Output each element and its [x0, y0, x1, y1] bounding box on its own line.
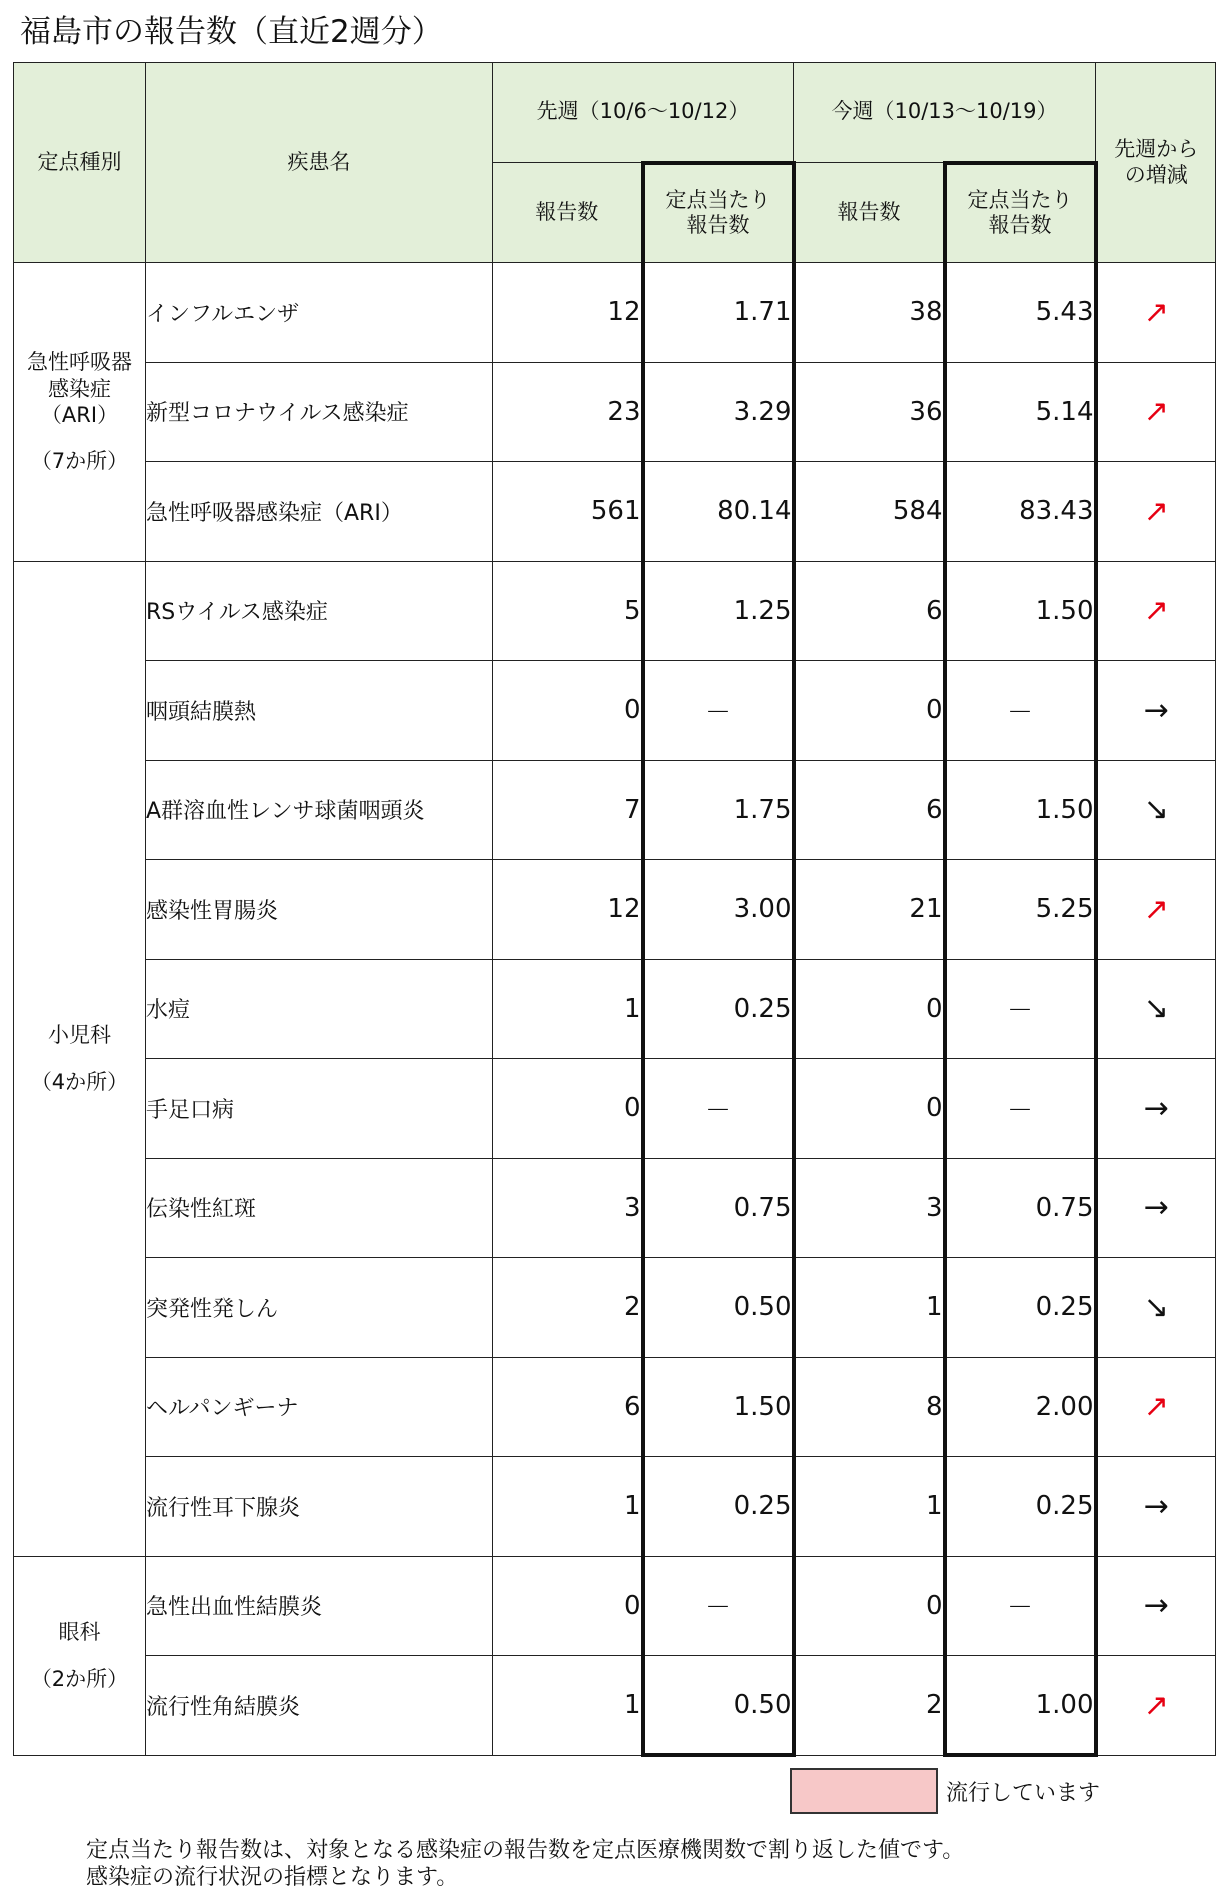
- cur-count: 0: [794, 959, 945, 1059]
- category-name-line: 眼科: [58, 1620, 101, 1645]
- prev-count: 1: [493, 1457, 643, 1557]
- trend-flat-icon: →: [1096, 1556, 1216, 1656]
- cur-count: 0: [794, 1059, 945, 1159]
- prev-count: 3: [493, 1158, 643, 1258]
- category-name-line: 感染症: [48, 376, 111, 401]
- prev-count: 0: [493, 1556, 643, 1656]
- disease-name: 水痘: [146, 959, 493, 1059]
- disease-name: 伝染性紅斑: [146, 1158, 493, 1258]
- trend-up-icon: ↗: [1096, 263, 1216, 363]
- cur-count: 6: [794, 561, 945, 661]
- prev-per-site: －: [643, 1556, 794, 1656]
- table-row: [14, 1357, 1216, 1457]
- trend-flat-icon: →: [1096, 1457, 1216, 1557]
- prev-per-site: 1.75: [643, 760, 794, 860]
- header-per-line2: 報告数: [686, 213, 750, 238]
- table-row: [14, 1656, 1216, 1756]
- disease-name: 流行性耳下腺炎: [146, 1457, 493, 1557]
- cur-per-site: 0.75: [945, 1158, 1096, 1258]
- cur-count: 0: [794, 1556, 945, 1656]
- header-change: [1096, 63, 1216, 263]
- prev-per-site: 0.75: [643, 1158, 794, 1258]
- trend-up-icon: ↗: [1096, 561, 1216, 661]
- cur-count: 8: [794, 1357, 945, 1457]
- cur-count: 36: [794, 362, 945, 462]
- prev-per-site: 3.00: [643, 860, 794, 960]
- disease-name: A群溶血性レンサ球菌咽頭炎: [146, 760, 493, 860]
- cur-count: 584: [794, 462, 945, 562]
- header-disease: 疾患名: [146, 63, 493, 263]
- prev-per-site: 0.25: [643, 1457, 794, 1557]
- table-row: [14, 661, 1216, 761]
- cur-per-site: －: [945, 959, 1096, 1059]
- disease-name: 急性出血性結膜炎: [146, 1556, 493, 1656]
- legend-epidemic-swatch: [790, 1768, 938, 1814]
- prev-per-site: 0.50: [643, 1258, 794, 1358]
- trend-down-icon: ↘: [1096, 1258, 1216, 1358]
- category-name-line: （ARI）: [40, 402, 119, 427]
- cur-count: 2: [794, 1656, 945, 1756]
- trend-flat-icon: →: [1096, 661, 1216, 761]
- prev-count: 12: [493, 263, 643, 363]
- cur-per-site: 0.25: [945, 1258, 1096, 1358]
- trend-up-icon: ↗: [1096, 362, 1216, 462]
- table-row: [14, 462, 1216, 562]
- prev-per-site: 1.50: [643, 1357, 794, 1457]
- cur-count: 38: [794, 263, 945, 363]
- cur-per-site: 1.00: [945, 1656, 1096, 1756]
- cur-per-site: 5.14: [945, 362, 1096, 462]
- disease-name: 咽頭結膜熱: [146, 661, 493, 761]
- cur-count: 0: [794, 661, 945, 761]
- prev-per-site: 1.25: [643, 561, 794, 661]
- legend-epidemic-label: 流行しています: [946, 1781, 1101, 1806]
- cur-count: 3: [794, 1158, 945, 1258]
- table-row: [14, 263, 1216, 363]
- cur-count: 21: [794, 860, 945, 960]
- prev-per-site: 3.29: [643, 362, 794, 462]
- header-this-week: 今週（10/13～10/19）: [794, 63, 1096, 163]
- table-row: [14, 1059, 1216, 1159]
- header-prev-per-site: [643, 163, 794, 263]
- prev-count: 1: [493, 959, 643, 1059]
- prev-per-site: 0.50: [643, 1656, 794, 1756]
- prev-per-site: －: [643, 661, 794, 761]
- disease-name: RSウイルス感染症: [146, 561, 493, 661]
- trend-down-icon: ↘: [1096, 760, 1216, 860]
- table-row: [14, 860, 1216, 960]
- page-title: 福島市の報告数（直近2週分）: [20, 14, 443, 50]
- prev-count: 1: [493, 1656, 643, 1756]
- cur-per-site: －: [945, 661, 1096, 761]
- cur-per-site: 1.50: [945, 760, 1096, 860]
- header-cur-count: 報告数: [794, 163, 945, 263]
- disease-name: 突発性発しん: [146, 1258, 493, 1358]
- header-cur-per-site: [945, 163, 1096, 263]
- report-table: [13, 62, 1216, 1757]
- category-name-line: 急性呼吸器: [27, 350, 132, 375]
- footnote: [86, 1838, 964, 1892]
- header-change-line1: 先週から: [1114, 136, 1199, 161]
- category-cell: [14, 263, 146, 562]
- trend-up-icon: ↗: [1096, 860, 1216, 960]
- cur-count: 6: [794, 760, 945, 860]
- trend-flat-icon: →: [1096, 1059, 1216, 1159]
- category-name-line: 小児科: [48, 1023, 111, 1048]
- prev-per-site: 1.71: [643, 263, 794, 363]
- header-per-line2: 報告数: [988, 213, 1052, 238]
- disease-name: 急性呼吸器感染症（ARI）: [146, 462, 493, 562]
- category-sites: （2か所）: [30, 1666, 129, 1691]
- disease-name: インフルエンザ: [146, 263, 493, 363]
- disease-name: 流行性角結膜炎: [146, 1656, 493, 1756]
- trend-down-icon: ↘: [1096, 959, 1216, 1059]
- prev-count: 23: [493, 362, 643, 462]
- header-per-line1: 定点当たり: [665, 187, 771, 212]
- prev-count: 561: [493, 462, 643, 562]
- prev-per-site: －: [643, 1059, 794, 1159]
- table-row: [14, 1556, 1216, 1656]
- cur-count: 1: [794, 1457, 945, 1557]
- prev-count: 0: [493, 1059, 643, 1159]
- cur-per-site: －: [945, 1059, 1096, 1159]
- cur-count: 1: [794, 1258, 945, 1358]
- table-row: [14, 959, 1216, 1059]
- cur-per-site: 5.25: [945, 860, 1096, 960]
- category-sites: （4か所）: [30, 1069, 129, 1094]
- category-sites: （7か所）: [30, 449, 129, 473]
- table-row: [14, 1457, 1216, 1557]
- prev-count: 0: [493, 661, 643, 761]
- cur-per-site: 5.43: [945, 263, 1096, 363]
- prev-count: 12: [493, 860, 643, 960]
- cur-per-site: 1.50: [945, 561, 1096, 661]
- disease-name: 感染性胃腸炎: [146, 860, 493, 960]
- trend-up-icon: ↗: [1096, 462, 1216, 562]
- category-cell: [14, 561, 146, 1556]
- table-row: [14, 561, 1216, 661]
- cur-per-site: 83.43: [945, 462, 1096, 562]
- cur-per-site: －: [945, 1556, 1096, 1656]
- footnote-line: 感染症の流行状況の指標となります。: [86, 1864, 459, 1890]
- cur-per-site: 2.00: [945, 1357, 1096, 1457]
- trend-flat-icon: →: [1096, 1158, 1216, 1258]
- category-cell: [14, 1556, 146, 1755]
- prev-per-site: 0.25: [643, 959, 794, 1059]
- header-prev-week: 先週（10/6～10/12）: [493, 63, 794, 163]
- prev-count: 7: [493, 760, 643, 860]
- table-body: [14, 263, 1216, 1756]
- prev-per-site: 80.14: [643, 462, 794, 562]
- disease-name: 手足口病: [146, 1059, 493, 1159]
- table-row: [14, 1158, 1216, 1258]
- prev-count: 5: [493, 561, 643, 661]
- trend-up-icon: ↗: [1096, 1656, 1216, 1756]
- footnote-line: 定点当たり報告数は、対象となる感染症の報告数を定点医療機関数で割り返した値です。: [86, 1838, 965, 1863]
- table-row: [14, 760, 1216, 860]
- disease-name: ヘルパンギーナ: [146, 1357, 493, 1457]
- header-per-line1: 定点当たり: [967, 187, 1073, 212]
- table-row: [14, 362, 1216, 462]
- header-category: 定点種別: [14, 63, 146, 263]
- trend-up-icon: ↗: [1096, 1357, 1216, 1457]
- prev-count: 2: [493, 1258, 643, 1358]
- prev-count: 6: [493, 1357, 643, 1457]
- table-row: [14, 1258, 1216, 1358]
- cur-per-site: 0.25: [945, 1457, 1096, 1557]
- disease-name: 新型コロナウイルス感染症: [146, 362, 493, 462]
- header-prev-count: 報告数: [493, 163, 643, 263]
- header-change-line2: の増減: [1124, 162, 1188, 187]
